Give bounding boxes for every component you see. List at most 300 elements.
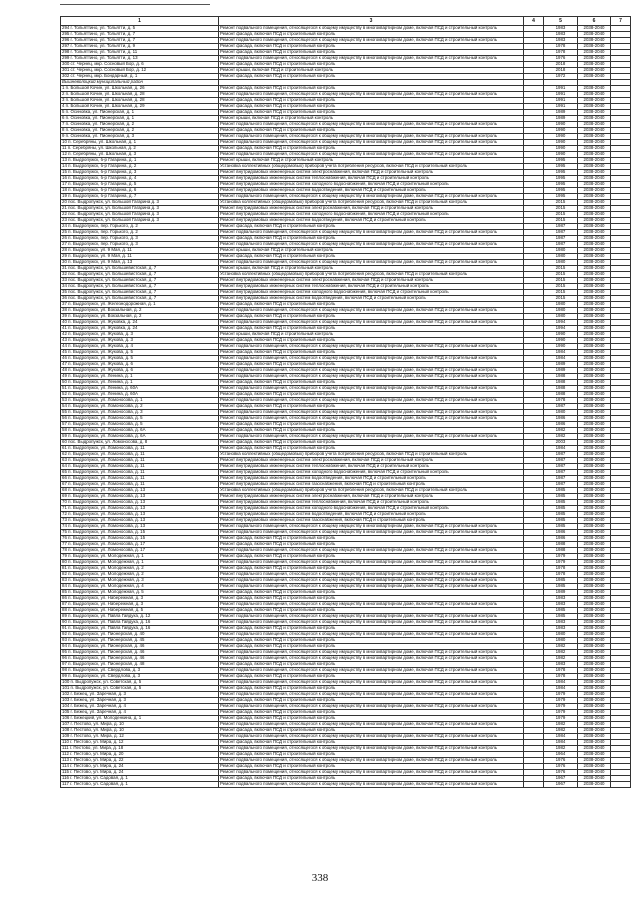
work-description-cell: Ремонт внутридомовых инженерных систем водоотведения, включая ПСД и строительный контроль: [219, 218, 524, 224]
period-cell: 2038-2040: [578, 38, 611, 44]
period-cell: 2038-2040: [578, 92, 611, 98]
period-cell: 2038-2040: [578, 740, 611, 746]
year-cell: 1986: [544, 422, 578, 428]
address-cell: 97 п. Выдропужск, ул. Пионерская, д. 48: [61, 662, 219, 668]
address-cell: 294 г. Тольяттино, ул. Тольятти, д. 5: [61, 26, 219, 32]
address-cell: 111 г. Пестово, ул. Мира, д. 18: [61, 746, 219, 752]
address-cell: 28 п. Выдропужск, ул. 9 Мая, д. 11: [61, 248, 219, 254]
work-description-cell: Ремонт фасада, включая ПСД и строительный контроль: [219, 50, 524, 56]
table-row: [61, 782, 631, 788]
year-cell: 1985: [544, 584, 578, 590]
address-cell: 6 п. Осиновка, ул. Пионерская, д. 1: [61, 116, 219, 122]
year-cell: 2015: [544, 296, 578, 302]
period-cell: 2038-2040: [578, 344, 611, 350]
work-description-cell: Ремонт фасада, включая ПСД и строительный контроль: [219, 104, 524, 110]
work-description-cell: Ремонт внутридомовых инженерных систем электроснабжения, включая ПСД и строительный контроль: [219, 494, 524, 500]
work-description-cell: Ремонт внутридомовых инженерных систем теплоснабжения, включая ПСД и строительный контроль: [219, 500, 524, 506]
period-cell: 2038-2040: [578, 644, 611, 650]
address-cell: 301 ст. Чернец, мкр. Сосновый Бор, д. 12: [61, 68, 219, 74]
year-cell: 1987: [544, 236, 578, 242]
work-description-cell: Ремонт подвального помещения, относящегося к общему имуществу в многоквартирном доме, включая ПСД и строительный контроль: [219, 410, 524, 416]
year-cell: 1979: [544, 560, 578, 566]
work-description-cell: Ремонт фасада, включая ПСД и строительный контроль: [219, 224, 524, 230]
address-cell: 46 п. Выдропужск, ул. Жукова, д. 5: [61, 356, 219, 362]
period-cell: 2038-2040: [578, 26, 611, 32]
address-cell: 36 пос. Выдропужск, ул. Большевистская, д. 7: [61, 296, 219, 302]
year-cell: 2015: [544, 218, 578, 224]
address-cell: 53 п. Выдропужск, ул. Ломоносова, д. 1: [61, 398, 219, 404]
work-description-cell: Ремонт подвального помещения, относящегося к общему имуществу в многоквартирном доме, включая ПСД и строительный контроль: [219, 26, 524, 32]
address-cell: 5 п. Осиновка, ул. Пионерская, д. 1: [61, 110, 219, 116]
period-cell: 2038-2040: [578, 656, 611, 662]
address-cell: 54 п. Выдропужск, ул. Ломоносова, д. 2: [61, 404, 219, 410]
period-cell: 2038-2040: [578, 338, 611, 344]
period-cell: 2038-2040: [578, 134, 611, 140]
period-cell: 2038-2040: [578, 110, 611, 116]
address-cell: 31 пос. Выдропужск, ул. Большевистская, д. 7: [61, 266, 219, 272]
year-cell: 1976: [544, 758, 578, 764]
address-cell: 20 пос. Выдропужск, ул. Большой Гагарина д. 3: [61, 200, 219, 206]
year-cell: 1985: [544, 518, 578, 524]
address-cell: 12 п. Серебряны, ул. Школьная, д. 3: [61, 152, 219, 158]
period-cell: 2038-2040: [578, 164, 611, 170]
period-cell: 2038-2040: [578, 236, 611, 242]
address-cell: Вышневолоцкий муниципальный район: [61, 80, 219, 86]
work-description-cell: Ремонт подвального помещения, относящегося к общему имуществу в многоквартирном доме, включая ПСД и строительный контроль: [219, 374, 524, 380]
work-description-cell: Ремонт подвального помещения, относящегося к общему имуществу в многоквартирном доме, включая ПСД и строительный контроль: [219, 92, 524, 98]
address-cell: 22 пос. Выдропужск, ул. Большой Гагарина д. 3: [61, 212, 219, 218]
address-cell: 65 п. Выдропужск, ул. Ломоносова, д. 11: [61, 470, 219, 476]
year-cell: 1982: [544, 746, 578, 752]
year-cell: 1990: [544, 134, 578, 140]
work-description-cell: Ремонт подвального помещения, относящегося к общему имуществу в многоквартирном доме, включая ПСД и строительный контроль: [219, 632, 524, 638]
year-cell: 1980: [544, 308, 578, 314]
work-description-cell: Ремонт фасада, включая ПСД и строительный контроль: [219, 536, 524, 542]
address-cell: 24 п. Выдропужск, пер. Горького, д. 2: [61, 224, 219, 230]
address-cell: 85 п. Выдропужск, ул. Молодежная, д. 5: [61, 590, 219, 596]
work-description-cell: Ремонт подвального помещения, относящегося к общему имуществу в многоквартирном доме, включая ПСД и строительный контроль: [219, 578, 524, 584]
year-cell: 1982: [544, 644, 578, 650]
period-cell: 2038-2040: [578, 410, 611, 416]
year-cell: 1980: [544, 254, 578, 260]
year-cell: 1982: [544, 434, 578, 440]
work-description-cell: Ремонт крыши, включая ПСД и строительный контроль: [219, 332, 524, 338]
col-header-5: 5: [544, 17, 578, 26]
col-header-7: 7: [611, 17, 631, 26]
address-cell: 59 п. Выдропужск, ул. Ломоносова, д. 6А: [61, 434, 219, 440]
period-cell: 2038-2040: [578, 284, 611, 290]
period-cell: 2038-2040: [578, 224, 611, 230]
year-cell: 1994: [544, 320, 578, 326]
period-cell: 2038-2040: [578, 758, 611, 764]
period-cell: 2038-2040: [578, 446, 611, 452]
period-cell: 2038-2040: [578, 494, 611, 500]
period-cell: 2038-2040: [578, 704, 611, 710]
work-description-cell: Ремонт подвального помещения, относящегося к общему имуществу в многоквартирном доме, включая ПСД и строительный контроль: [219, 308, 524, 314]
year-cell: 1994: [544, 326, 578, 332]
year-cell: 1979: [544, 692, 578, 698]
address-cell: 32 пос. Выдропужск, ул. Большевистская, д. 7: [61, 272, 219, 278]
address-cell: 115 г. Пестово, ул. Мира, д. 24: [61, 770, 219, 776]
work-description-cell: Ремонт внутридомовых инженерных систем водоотведения, включая ПСД и строительный контроль: [219, 512, 524, 518]
address-cell: 297 г. Тольяттино, ул. Тольятти, д. 9: [61, 44, 219, 50]
address-cell: 98 п. Выдропужск, ул. Свердлова, д. 3: [61, 668, 219, 674]
period-cell: 2038-2040: [578, 602, 611, 608]
work-description-cell: Ремонт внутридомовых инженерных систем газоснабжения, включая ПСД и строительный контроль: [219, 518, 524, 524]
period-cell: 2038-2040: [578, 536, 611, 542]
year-cell: 2018: [544, 68, 578, 74]
work-description-cell: Установка коллективных (общедомовых) приборов учета потребления ресурсов, включая ПСД и строительный контроль: [219, 164, 524, 170]
period-cell: 2038-2040: [578, 434, 611, 440]
period-cell: 2038-2040: [578, 764, 611, 770]
address-cell: 49 п. Выдропужск, ул. Ленина, д. 1: [61, 374, 219, 380]
year-cell: 2015: [544, 200, 578, 206]
work-description-cell: Ремонт фасада, включая ПСД и строительный контроль: [219, 764, 524, 770]
period-cell: 2038-2040: [578, 380, 611, 386]
address-cell: 17 п. Выдропужск, б-р Гагарина, д. 5: [61, 182, 219, 188]
address-cell: 101 п. Выдропужск, ул. Советская, д. 5: [61, 686, 219, 692]
work-description-cell: Ремонт фасада, включая ПСД и строительный контроль: [219, 362, 524, 368]
work-description-cell: Ремонт подвального помещения, относящегося к общему имуществу в многоквартирном доме, включая ПСД и строительный контроль: [219, 614, 524, 620]
work-description-cell: Ремонт внутридомовых инженерных систем электроснабжения, включая ПСД и строительный контроль: [219, 170, 524, 176]
address-cell: 64 п. Выдропужск, ул. Ломоносова, д. 11: [61, 464, 219, 470]
address-cell: 42 п. Выдропужск, ул. Жукова, д. 3: [61, 332, 219, 338]
work-description-cell: Ремонт внутридомовых инженерных систем холодного водоснабжения, включая ПСД и строительный контроль: [219, 182, 524, 188]
year-cell: 1984: [544, 740, 578, 746]
address-cell: 58 п. Выдропужск, ул. Ломоносова, д. 6А: [61, 428, 219, 434]
year-cell: 1995: [544, 188, 578, 194]
address-cell: 76 п. Выдропужск, ул. Ломоносова, д. 15: [61, 536, 219, 542]
work-description-cell: Ремонт фасада, включая ПСД и строительный контроль: [219, 302, 524, 308]
period-cell: 2038-2040: [578, 752, 611, 758]
year-cell: 1978: [544, 668, 578, 674]
year-cell: 1989: [544, 110, 578, 116]
address-cell: 2 п. Большой Кочин, ул. Школьная, д. 28: [61, 92, 219, 98]
work-description-cell: Ремонт подвального помещения, относящегося к общему имуществу в многоквартирном доме, включая ПСД и строительный контроль: [219, 758, 524, 764]
work-description-cell: Ремонт подвального помещения, относящегося к общему имуществу в многоквартирном доме, включая ПСД и строительный контроль: [219, 56, 524, 62]
year-cell: 2003: [544, 440, 578, 446]
period-cell: 2038-2040: [578, 524, 611, 530]
work-description-cell: Ремонт фасада, включая ПСД и строительный контроль: [219, 542, 524, 548]
work-description-cell: Ремонт подвального помещения, относящегося к общему имуществу в многоквартирном доме, включая ПСД и строительный контроль: [219, 242, 524, 248]
year-cell: 1985: [544, 524, 578, 530]
period-cell: 2038-2040: [578, 686, 611, 692]
period-cell: 2038-2040: [578, 662, 611, 668]
year-cell: 1980: [544, 632, 578, 638]
address-cell: 44 п. Выдропужск, ул. Жукова, д. 4: [61, 344, 219, 350]
address-cell: 43 п. Выдропужск, ул. Жукова, д. 3: [61, 338, 219, 344]
address-cell: 106 г. Бежецкий, ул. Молоденкина, д. 1: [61, 716, 219, 722]
period-cell: 2038-2040: [578, 728, 611, 734]
year-cell: 1987: [544, 482, 578, 488]
address-cell: 109 г. Пестово, ул. Мира, д. 12: [61, 734, 219, 740]
address-cell: 50 п. Выдропужск, ул. Ленина, д. 1: [61, 380, 219, 386]
table-header-row: [61, 17, 631, 26]
work-description-cell: Ремонт подвального помещения, относящегося к общему имуществу в многоквартирном доме, включая ПСД и строительный контроль: [219, 530, 524, 536]
address-cell: 93 п. Выдропужск, ул. Пионерская, д. 45: [61, 638, 219, 644]
address-cell: 34 пос. Выдропужск, ул. Большевистская, д. 7: [61, 284, 219, 290]
work-description-cell: Ремонт фасада, включая ПСД и строительный контроль: [219, 422, 524, 428]
period-cell: 2038-2040: [578, 698, 611, 704]
work-description-cell: Ремонт подвального помещения, относящегося к общему имуществу в многоквартирном доме, включая ПСД и строительный контроль: [219, 548, 524, 554]
year-cell: 1995: [544, 158, 578, 164]
address-cell: 105 г. Бежец, ул. Заречная, д. 4: [61, 710, 219, 716]
period-cell: 2038-2040: [578, 650, 611, 656]
year-cell: 1978: [544, 44, 578, 50]
period-cell: 2038-2040: [578, 104, 611, 110]
work-description-cell: Ремонт подвального помещения, относящегося к общему имуществу в многоквартирном доме, включая ПСД и строительный контроль: [219, 650, 524, 656]
address-cell: 37 п. Выдропужск, ул. Железнодорожная, д. 1: [61, 302, 219, 308]
year-cell: 1991: [544, 92, 578, 98]
period-cell: 2038-2040: [578, 206, 611, 212]
work-description-cell: Ремонт подвального помещения, относящегося к общему имуществу в многоквартирном доме, включая ПСД и строительный контроль: [219, 584, 524, 590]
period-cell: 2038-2040: [578, 86, 611, 92]
period-cell: 2038-2040: [578, 452, 611, 458]
work-description-cell: Ремонт подвального помещения, относящегося к общему имуществу в многоквартирном доме, включая ПСД и строительный контроль: [219, 140, 524, 146]
work-description-cell: Ремонт подвального помещения, относящегося к общему имуществу в многоквартирном доме, включая ПСД и строительный контроль: [219, 572, 524, 578]
year-cell: 1984: [544, 734, 578, 740]
period-cell: 2038-2040: [578, 308, 611, 314]
period-cell: 2038-2040: [578, 44, 611, 50]
period-cell: 2038-2040: [578, 554, 611, 560]
year-cell: 1980: [544, 638, 578, 644]
period-cell: 2038-2040: [578, 734, 611, 740]
work-description-cell: Ремонт внутридомовых инженерных систем электроснабжения, включая ПСД и строительный контроль: [219, 458, 524, 464]
address-cell: 7 п. Осиновка, ул. Пионерская, д. 2: [61, 122, 219, 128]
period-cell: 2038-2040: [578, 392, 611, 398]
work-description-cell: Ремонт фасада, включая ПСД и строительный контроль: [219, 86, 524, 92]
year-cell: 1982: [544, 728, 578, 734]
address-cell: 108 г. Пестово, ул. Мира, д. 10: [61, 728, 219, 734]
period-cell: 2038-2040: [578, 482, 611, 488]
work-description-cell: Установка коллективных (общедомовых) приборов учета потребления ресурсов, включая ПСД и строительный контроль: [219, 452, 524, 458]
period-cell: 2038-2040: [578, 770, 611, 776]
year-cell: 1991: [544, 98, 578, 104]
work-description-cell: Ремонт фасада, включая ПСД и строительный контроль: [219, 596, 524, 602]
period-cell: 2038-2040: [578, 746, 611, 752]
address-cell: 40 п. Выдропужск, ул. Жуковка, д. 24: [61, 320, 219, 326]
address-cell: 104 г. Бежец, ул. Заречная, д. 4: [61, 704, 219, 710]
period-cell: 2038-2040: [578, 620, 611, 626]
year-cell: 1982: [544, 650, 578, 656]
work-description-cell: Ремонт фасада, включая ПСД и строительный контроль: [219, 350, 524, 356]
col4-cell: [524, 782, 544, 788]
year-cell: 1985: [544, 506, 578, 512]
address-cell: 103 г. Бежец, ул. Заречная, д. 3: [61, 698, 219, 704]
address-cell: 39 п. Выдропужск, ул. Вокзальная, д. 2: [61, 314, 219, 320]
address-cell: 18 п. Выдропужск, б-р Гагарина, д. 6: [61, 188, 219, 194]
period-cell: 2038-2040: [578, 194, 611, 200]
address-cell: 87 п. Выдропужск, ул. Набережная, д. 3: [61, 602, 219, 608]
work-description-cell: Ремонт фасада, включая ПСД и строительный контроль: [219, 446, 524, 452]
address-cell: 113 г. Пестово, ул. Мира, д. 22: [61, 758, 219, 764]
address-cell: 89 п. Выдропужск, ул. Павла Гайдука, д. 12: [61, 614, 219, 620]
work-description-cell: Ремонт подвального помещения, относящегося к общему имуществу в многоквартирном доме, включая ПСД и строительный контроль: [219, 746, 524, 752]
year-cell: 1984: [544, 686, 578, 692]
address-cell: 84 п. Выдропужск, ул. Молодежная, д. 4: [61, 584, 219, 590]
address-cell: 11 п. Серебряны, ул. Школьная, д. 2: [61, 146, 219, 152]
work-description-cell: Ремонт фасада, включая ПСД и строительный контроль: [219, 32, 524, 38]
address-cell: 25 п. Выдропужск, пер. Горького, д. 2: [61, 230, 219, 236]
address-cell: 15 п. Выдропужск, б-р Гагарина, д. 3: [61, 170, 219, 176]
period-cell: 2038-2040: [578, 632, 611, 638]
address-cell: 23 пос. Выдропужск, ул. Большой Гагарина д. 3: [61, 218, 219, 224]
year-cell: 1983: [544, 596, 578, 602]
year-cell: 1982: [544, 722, 578, 728]
period-cell: 2038-2040: [578, 272, 611, 278]
year-cell: 1988: [544, 386, 578, 392]
period-cell: 2038-2040: [578, 428, 611, 434]
address-cell: 29 п. Выдропужск, ул. 9 Мая, д. 11: [61, 254, 219, 260]
year-cell: 2015: [544, 290, 578, 296]
work-description-cell: Ремонт фасада, включая ПСД и строительный контроль: [219, 566, 524, 572]
year-cell: 1987: [544, 224, 578, 230]
work-description-cell: Установка коллективных (общедомовых) приборов учета потребления ресурсов, включая ПСД и строительный контроль: [219, 200, 524, 206]
year-cell: 1984: [544, 356, 578, 362]
period-cell: 2038-2040: [578, 188, 611, 194]
address-cell: 77 п. Выдропужск, ул. Ломоносова, д. 17: [61, 542, 219, 548]
work-description-cell: Ремонт подвального помещения, относящегося к общему имуществу в многоквартирном доме, включая ПСД и строительный контроль: [219, 416, 524, 422]
work-description-cell: Ремонт внутридомовых инженерных систем теплоснабжения, включая ПСД и строительный контроль: [219, 284, 524, 290]
work-description-cell: Ремонт внутридомовых инженерных систем газоснабжения, включая ПСД и строительный контроль: [219, 482, 524, 488]
period-cell: 2038-2040: [578, 326, 611, 332]
year-cell: 1990: [544, 140, 578, 146]
year-cell: 1985: [544, 608, 578, 614]
period-cell: 2038-2040: [578, 584, 611, 590]
work-description-cell: Ремонт фасада, включая ПСД и строительный контроль: [219, 128, 524, 134]
address-cell: 295 г. Тольяттино, ул. Тольятти, д. 7: [61, 32, 219, 38]
address-cell: 95 п. Выдропужск, ул. Пионерская, д. 46: [61, 650, 219, 656]
work-description-cell: Ремонт фасада, включая ПСД и строительный контроль: [219, 254, 524, 260]
year-cell: 1979: [544, 554, 578, 560]
work-description-cell: Ремонт фасада, включая ПСД и строительный контроль: [219, 698, 524, 704]
period-cell: 2038-2040: [578, 674, 611, 680]
page-number: 338: [311, 872, 329, 884]
work-description-cell: Ремонт внутридомовых инженерных систем водоотведения, включая ПСД и строительный контроль: [219, 188, 524, 194]
address-cell: 117 г. Пестово, ул. Садовая, д. 1: [61, 782, 219, 788]
work-description-cell: Ремонт подвального помещения, относящегося к общему имуществу в многоквартирном доме, включая ПСД и строительный контроль: [219, 152, 524, 158]
address-cell: 62 п. Выдропужск, ул. Ломоносова, д. 11: [61, 452, 219, 458]
period-cell: 2038-2040: [578, 506, 611, 512]
year-cell: 1984: [544, 350, 578, 356]
period-cell: 2038-2040: [578, 248, 611, 254]
work-description-cell: Ремонт подвального помещения, относящегося к общему имуществу в многоквартирном доме, включая ПСД и строительный контроль: [219, 560, 524, 566]
year-cell: 2015: [544, 284, 578, 290]
year-cell: 1990: [544, 338, 578, 344]
address-cell: 21 пос. Выдропужск, ул. Большой Гагарина д. 3: [61, 206, 219, 212]
work-description-cell: Ремонт подвального помещения, относящегося к общему имуществу в многоквартирном доме, включая ПСД и строительный контроль: [219, 692, 524, 698]
year-cell: 1987: [544, 464, 578, 470]
year-cell: 1987: [544, 230, 578, 236]
year-cell: 1964: [544, 752, 578, 758]
address-cell: 299 г. Тольяттино, ул. Тольятти, д. 13: [61, 56, 219, 62]
address-cell: 35 пос. Выдропужск, ул. Большевистская, д. 7: [61, 290, 219, 296]
period-cell: 2038-2040: [578, 560, 611, 566]
period-cell: 2038-2040: [578, 464, 611, 470]
top-rule: [60, 4, 210, 5]
work-description-cell: Ремонт фасада, включая ПСД и строительный контроль: [219, 686, 524, 692]
period-cell: 2038-2040: [578, 608, 611, 614]
period-cell: 2038-2040: [578, 458, 611, 464]
year-cell: 1985: [544, 512, 578, 518]
work-description-cell: Ремонт фасада, включая ПСД и строительный контроль: [219, 638, 524, 644]
year-cell: 1985: [544, 578, 578, 584]
work-description-cell: Ремонт фасада, включая ПСД и строительный контроль: [219, 590, 524, 596]
work-description-cell: Ремонт подвального помещения, относящегося к общему имуществу в многоквартирном доме, включая ПСД и строительный контроль: [219, 38, 524, 44]
period-cell: 2038-2040: [578, 716, 611, 722]
work-description-cell: Ремонт фасада, включая ПСД и строительный контроль: [219, 110, 524, 116]
period-cell: 2038-2040: [578, 500, 611, 506]
period-cell: 2038-2040: [578, 332, 611, 338]
period-cell: 2038-2040: [578, 122, 611, 128]
address-cell: 116 г. Пестово, ул. Садовая, д. 1: [61, 776, 219, 782]
work-description-cell: Ремонт подвального помещения, относящегося к общему имуществу в многоквартирном доме, включая ПСД и строительный контроль: [219, 230, 524, 236]
work-description-cell: Ремонт подвального помещения, относящегося к общему имуществу в многоквартирном доме, включая ПСД и строительный контроль: [219, 122, 524, 128]
address-cell: 30 п. Выдропужск, ул. 9 Мая, д. 13: [61, 260, 219, 266]
work-description-cell: Ремонт крыши, включая ПСД и строительный контроль: [219, 266, 524, 272]
period-cell: 2038-2040: [578, 290, 611, 296]
period-cell: 2038-2040: [578, 512, 611, 518]
address-cell: 99 п. Выдропужск, ул. Свердлова, д. 3: [61, 674, 219, 680]
work-description-cell: Ремонт подвального помещения, относящегося к общему имуществу в многоквартирном доме, включая ПСД и строительный контроль: [219, 602, 524, 608]
year-cell: 1990: [544, 122, 578, 128]
work-description-cell: Ремонт внутридомовых инженерных систем электроснабжения, включая ПСД и строительный контроль: [219, 206, 524, 212]
year-cell: 1990: [544, 332, 578, 338]
period-cell: 2038-2040: [578, 548, 611, 554]
work-description-cell: Ремонт фасада, включая ПСД и строительный контроль: [219, 644, 524, 650]
period-cell: 2038-2040: [578, 782, 611, 788]
work-description-cell: Ремонт подвального помещения, относящегося к общему имуществу в многоквартирном доме, включая ПСД и строительный контроль: [219, 194, 524, 200]
address-cell: 68 п. Выдропужск, ул. Ломоносова, д. 13: [61, 488, 219, 494]
year-cell: 1986: [544, 530, 578, 536]
year-cell: 1983: [544, 620, 578, 626]
year-cell: 1972: [544, 74, 578, 80]
address-cell: 57 п. Выдропужск, ул. Ломоносова, д. 5: [61, 422, 219, 428]
year-cell: 1988: [544, 542, 578, 548]
address-cell: 107 г. Пестово, ул. Мира, д. 10: [61, 722, 219, 728]
address-cell: 8 п. Осиновка, ул. Пионерская, д. 2: [61, 128, 219, 134]
period-cell: 2038-2040: [578, 254, 611, 260]
work-description-cell: Ремонт фасада, включая ПСД и строительный контроль: [219, 710, 524, 716]
work-description-cell: Ремонт фасада, включая ПСД и строительный контроль: [219, 236, 524, 242]
address-cell: 79 п. Выдропужск, ул. Молодежная, д. 1: [61, 554, 219, 560]
period-cell: 2038-2040: [578, 356, 611, 362]
address-cell: 112 г. Пестово, ул. Мира, д. 20: [61, 752, 219, 758]
work-description-cell: Ремонт фасада, включая ПСД и строительный контроль: [219, 608, 524, 614]
address-cell: 10 п. Серебряны, ул. Школьная, д. 1: [61, 140, 219, 146]
period-cell: 2038-2040: [578, 572, 611, 578]
work-description-cell: Ремонт подвального помещения, относящегося к общему имуществу в многоквартирном доме, включая ПСД и строительный контроль: [219, 260, 524, 266]
period-cell: 2038-2040: [578, 470, 611, 476]
year-cell: 1982: [544, 428, 578, 434]
work-description-cell: Ремонт подвального помещения, относящегося к общему имуществу в многоквартирном доме, включая ПСД и строительный контроль: [219, 680, 524, 686]
address-cell: 296 г. Тольяттино, ул. Тольятти, д. 7: [61, 38, 219, 44]
work-description-cell: Ремонт внутридомовых инженерных систем холодного водоснабжения, включая ПСД и строительный контроль: [219, 212, 524, 218]
period-cell: 2038-2040: [578, 530, 611, 536]
period-cell: 2038-2040: [578, 218, 611, 224]
period-cell: 2038-2040: [578, 140, 611, 146]
year-cell: 1979: [544, 704, 578, 710]
period-cell: 2038-2040: [578, 320, 611, 326]
address-cell: 1 п. Большой Кочин, ул. Школьная, д. 26: [61, 86, 219, 92]
year-cell: 1985: [544, 488, 578, 494]
year-cell: 1987: [544, 470, 578, 476]
address-cell: 26 п. Выдропужск, пер. Горького, д. 3: [61, 236, 219, 242]
address-cell: 74 п. Выдропужск, ул. Ломоносова, д. 13: [61, 524, 219, 530]
address-cell: 86 п. Выдропужск, ул. Набережная, д. 3: [61, 596, 219, 602]
period-cell: 2038-2040: [578, 404, 611, 410]
year-cell: 1989: [544, 590, 578, 596]
